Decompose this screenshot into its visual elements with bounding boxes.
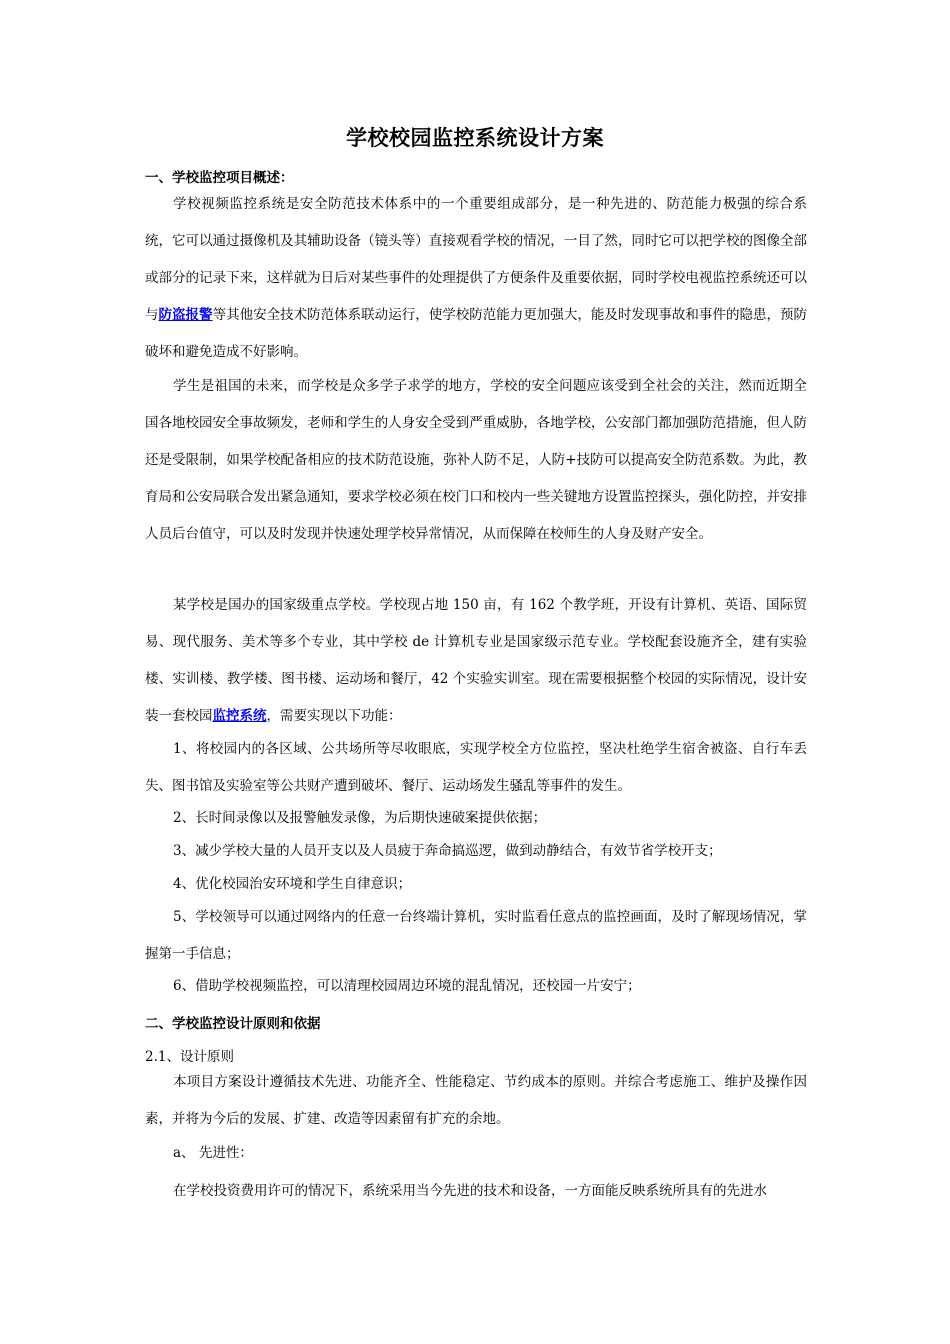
document-title: 学校校园监控系统设计方案 bbox=[346, 125, 604, 150]
section-2-paragraph-1: 本项目方案设计遵循技术先进、功能齐全、性能稳定、节约成本的原则。并综合考虑施工、维护及操作因素，并将为今后的发展、扩建、改造等因素留有扩充的余地。 bbox=[145, 1074, 807, 1127]
section-1-heading: 一、学校监控项目概述： bbox=[145, 170, 294, 186]
paragraph-text: 某学校是国办的国家级重点学校。学校现占地 150 亩，有 162 个教学班，开设有计算机、英语、国际贸易、现代服务、美术等多个专业，其中学校 de 计算机专业是国家级示范专业。学校配套设施齐全，建有实验楼、实训楼、教学楼、图书楼、运动场和餐厅，42 个实验实训室。现在需要根据整个校园的实际情况，设计安装一套校园 bbox=[145, 597, 807, 724]
section-2-paragraph-2: 在学校投资费用许可的情况下，系统采用当今先进的技术和设备，一方面能反映系统所具有的先进水 bbox=[173, 1183, 767, 1199]
function-item-6: 6、借助学校视频监控，可以清理校园周边环境的混乱情况，还校园一片安宁； bbox=[173, 978, 641, 994]
anti-theft-alarm-link[interactable]: 防盗报警 bbox=[158, 307, 213, 323]
paragraph-text: ，需要实现以下功能： bbox=[266, 708, 402, 724]
paragraph-text: 学校视频监控系统是安全防范技术体系中的一个重要组成部分，是一种先进的、防范能力极强的综合系统，它可以通过摄像机及其辅助设备（镜头等）直接观看学校的情况，一目了然，同时它可以把学校的图像全部或部分的记录下来，这样就为日后对某些事件的处理提供了方便条件及重要依据，同时学校电视监控系统还可以与 bbox=[145, 196, 807, 323]
function-item-2: 2、长时间录像以及报警触发录像，为后期快速破案提供依据； bbox=[173, 810, 547, 826]
monitoring-system-link[interactable]: 监控系统 bbox=[212, 708, 267, 724]
section-1-paragraph-1 bbox=[145, 186, 807, 371]
section-1-paragraph-3 bbox=[145, 587, 807, 735]
principle-a-label: a、 先进性： bbox=[173, 1145, 253, 1161]
section-2-heading: 二、学校监控设计原则和依据 bbox=[145, 1016, 321, 1032]
function-item-4: 4、优化校园治安环境和学生自律意识； bbox=[173, 876, 412, 892]
function-item-1: 1、将校园内的各区域、公共场所等尽收眼底，实现学校全方位监控，坚决杜绝学生宿舍被盗、自行车丢失、图书馆及实验室等公共财产遭到破坏、餐厅、运动场发生骚乱等事件的发生。 bbox=[145, 741, 807, 794]
function-item-5: 5、学校领导可以通过网络内的任意一台终端计算机，实时监看任意点的监控画面，及时了解现场情况，掌握第一手信息； bbox=[145, 909, 807, 962]
paragraph-text: 等其他安全技术防范体系联动运行，使学校防范能力更加强大，能及时发现事故和事件的隐患，预防破坏和避免造成不好影响。 bbox=[145, 307, 808, 360]
section-1-paragraph-2: 学生是祖国的未来，而学校是众多学子求学的地方，学校的安全问题应该受到全社会的关注，然而近期全国各地校园安全事故频发，老师和学生的人身安全受到严重威胁，各地学校，公安部门都加强防范措施，但人防还是受限制，如果学校配备相应的技术防范设施，弥补人防不足，人防+技防可以提高安全防范系数。为此，教育局和公安局联合发出紧急通知，要求学校必须在校门口和校内一些关键地方设置监控探头，强化防控，并安排人员后台值守，可以及时发现并快速处理学校异常情况，从而保障在校师生的人身及财产安全。 bbox=[145, 378, 807, 542]
design-principles-subheading: 2.1、设计原则 bbox=[145, 1049, 234, 1065]
function-item-3: 3、减少学校大量的人员开支以及人员疲于奔命搞巡逻，做到动静结合，有效节省学校开支； bbox=[173, 843, 722, 859]
